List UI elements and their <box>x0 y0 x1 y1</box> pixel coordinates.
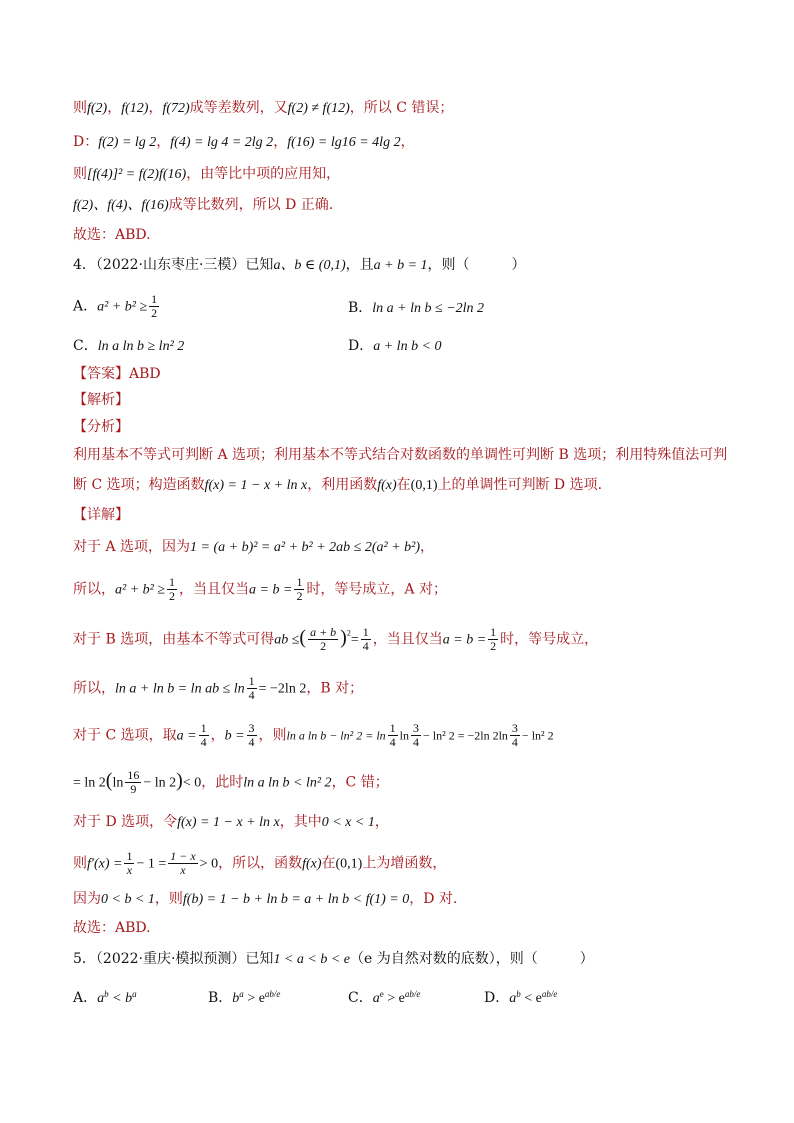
denominator: 2 <box>490 639 497 653</box>
option-label: B． <box>208 990 233 1006</box>
math: = <box>350 632 359 648</box>
fraction <box>247 675 257 702</box>
fraction <box>308 626 338 653</box>
numerator: 3 <box>413 721 420 735</box>
text: ，利用函数 <box>307 477 378 493</box>
math: ln a ln b ≥ ln² 2 <box>97 339 185 354</box>
option-c <box>73 336 184 357</box>
text: ，且 <box>345 257 374 273</box>
math: = −2ln 2 <box>258 681 307 697</box>
math: ln a ln b − ln² 2 = ln <box>286 728 386 743</box>
line-geometric-seq <box>73 195 333 216</box>
numerator: a + b <box>310 625 337 639</box>
text: 所以， <box>73 680 115 697</box>
text: 对于 C 选项，取 <box>73 727 177 744</box>
fraction <box>388 722 398 749</box>
detail-a-line-2 <box>73 576 447 603</box>
exponent: b <box>104 989 109 999</box>
numerator: 1 <box>151 292 158 306</box>
option-label: D． <box>484 990 510 1006</box>
fraction <box>168 850 197 877</box>
exponent: e <box>379 989 384 999</box>
exponent: ab/e <box>264 989 281 999</box>
text: 在 <box>396 477 411 493</box>
math: < 0 <box>182 775 202 791</box>
numerator: 1 − x <box>170 849 196 863</box>
math: − 1 = <box>136 856 167 872</box>
text: 成等差数列，又 <box>189 100 288 116</box>
text: 对于 A 选项，因为 <box>73 539 191 555</box>
paren-close: ) <box>176 769 183 792</box>
option-d <box>348 336 442 357</box>
math: f(16) = lg16 = 4lg 2 <box>287 135 401 150</box>
numerator: 1 <box>296 575 303 589</box>
exponent: ab/e <box>541 989 558 999</box>
math: b = <box>224 728 245 744</box>
math: a = b = <box>249 582 293 598</box>
math: − ln² 2 <box>521 728 554 743</box>
detail-a-line-1 <box>73 537 434 558</box>
math: − ln 2 <box>143 775 177 791</box>
answer: 【答案】ABD <box>73 366 161 382</box>
denominator: 2 <box>169 589 176 603</box>
detail-c-line-2 <box>73 769 389 796</box>
denominator: 2 <box>320 639 327 653</box>
math: 1 < a < b < e <box>273 952 350 967</box>
math: f(2) = lg 2 <box>98 135 157 150</box>
text: 对于 B 选项，由基本不等式可得 <box>73 631 275 648</box>
denominator: 4 <box>362 639 369 653</box>
q5-option-a <box>73 988 137 1009</box>
math: > e <box>383 991 405 1006</box>
line-option-d <box>73 132 415 153</box>
numerator: 1 <box>200 721 207 735</box>
math: f(2) ≠ f(12) <box>287 101 350 116</box>
text: ， <box>273 134 288 150</box>
math: (0,1) <box>335 856 363 872</box>
math: f(2)、f(4)、f(16) <box>73 198 169 213</box>
analysis-line-1: 利用基本不等式可判断 A 选项；利用基本不等式结合对数函数的单调性可判断 B 选项；利用特殊值法可判 <box>73 447 728 463</box>
text: ，当且仅当 <box>372 631 443 648</box>
analysis-line-2 <box>73 475 602 496</box>
numerator: 1 <box>389 721 396 735</box>
fraction <box>125 769 141 796</box>
text: ，则 <box>258 727 287 744</box>
denominator: 2 <box>151 306 158 320</box>
math: 0 < x < 1 <box>321 815 375 830</box>
exponent: b <box>516 989 521 999</box>
math: − ln² 2 = −2ln 2ln <box>423 728 508 743</box>
math: f(x) = 1 − x + ln x <box>204 478 308 493</box>
numerator: 1 <box>490 625 497 639</box>
math: ln <box>112 775 124 791</box>
math: = ln 2 <box>73 775 106 791</box>
option-label: A． <box>73 990 98 1006</box>
text: 断 C 选项；构造函数 <box>73 477 205 493</box>
text: ， <box>107 100 122 116</box>
text: ，所以 C 错误； <box>349 100 454 116</box>
denominator: x <box>126 863 133 877</box>
math: a = <box>176 728 197 744</box>
text: ，由等比中项的应用知， <box>186 166 341 182</box>
question-4-stem <box>73 255 526 276</box>
math: f(12) <box>121 101 149 116</box>
numerator: 16 <box>127 768 140 782</box>
fraction <box>199 722 209 749</box>
denominator: 4 <box>511 735 518 749</box>
fraction <box>510 722 520 749</box>
text: ，则（ ） <box>427 257 526 273</box>
fraction <box>149 293 159 320</box>
text: ，其中 <box>279 814 322 830</box>
option-label: B． <box>348 300 373 316</box>
fraction <box>167 576 177 603</box>
math: [f(4)]² = f(2)f(16) <box>87 167 187 182</box>
text: 在 <box>321 855 336 872</box>
denominator: 4 <box>248 688 255 702</box>
fraction <box>294 576 304 603</box>
text: 所以， <box>73 581 115 598</box>
option-a <box>73 293 161 320</box>
option-label: A． <box>73 298 98 315</box>
math: > e <box>243 991 265 1006</box>
exponent: 2 <box>346 628 351 638</box>
math: ln a + ln b = ln ab ≤ ln <box>115 681 245 697</box>
fraction <box>411 722 421 749</box>
text: 上为增函数， <box>362 855 447 872</box>
paren-open: ( <box>299 626 307 649</box>
numerator: 1 <box>362 625 369 639</box>
math: f′(x) = <box>87 856 123 872</box>
text: ， <box>210 727 225 744</box>
numerator: 3 <box>248 721 255 735</box>
numerator: 1 <box>126 849 133 863</box>
exponent: a <box>132 989 137 999</box>
line-geometric-mean <box>73 164 340 185</box>
exponent: a <box>239 989 244 999</box>
detail-d-line-1 <box>73 812 389 833</box>
denominator: 4 <box>200 735 207 749</box>
analysis-heading: 【解析】 <box>73 392 129 408</box>
math: b <box>232 991 240 1006</box>
denominator: 4 <box>389 735 396 749</box>
denominator: 4 <box>248 735 255 749</box>
math: a <box>372 991 380 1006</box>
text: ，则 <box>154 891 183 907</box>
math: (0,1) <box>410 478 438 493</box>
option-label: C． <box>348 990 373 1006</box>
option-b <box>348 298 484 319</box>
numerator: 1 <box>248 674 255 688</box>
math: a、b ∈ (0,1) <box>273 258 346 273</box>
text: ，B 对； <box>306 680 364 697</box>
conclusion: 故选：ABD. <box>73 920 151 936</box>
math: 1 = (a + b)² = a² + b² + 2ab ≤ 2(a² + b²) <box>190 540 421 555</box>
detail-c-line-1 <box>73 722 554 749</box>
math: a² + b² ≥ <box>115 582 166 598</box>
text: ， <box>420 539 435 555</box>
paren-close: ) <box>340 626 347 649</box>
option-label: D． <box>348 338 374 354</box>
math: 0 < b < 1 <box>101 892 155 907</box>
math: f(2) <box>87 101 108 116</box>
detail-b-line-1 <box>73 626 598 653</box>
q5-option-b <box>208 988 280 1009</box>
math: f(x) <box>377 478 397 493</box>
math: a + b = 1 <box>373 258 428 273</box>
text: ， <box>156 134 171 150</box>
text: ，此时 <box>201 774 244 791</box>
math: a <box>97 991 105 1006</box>
math: < e <box>520 991 542 1006</box>
math: f(b) = 1 − b + ln b = a + ln b < f(1) = 0 <box>182 892 410 907</box>
math: f(x) <box>302 856 322 872</box>
math: a <box>509 991 517 1006</box>
text: ， <box>374 814 389 830</box>
detail-d-line-3 <box>73 889 457 910</box>
text: 时，等号成立， <box>500 631 599 648</box>
text: 时，等号成立，A 对； <box>306 581 447 598</box>
numerator: 1 <box>169 575 176 589</box>
math: < b <box>108 991 133 1006</box>
fenxi-heading: 【分析】 <box>73 419 129 435</box>
math: a² + b² ≥ <box>97 299 148 315</box>
text: 则 <box>73 855 87 872</box>
math: f(x) = 1 − x + ln x <box>177 815 280 830</box>
text: ，所以，函数 <box>218 855 303 872</box>
math: f(4) = lg 4 = 2lg 2 <box>170 135 274 150</box>
math: a = b = <box>442 632 487 648</box>
line-equal-diff <box>73 98 453 119</box>
denominator: x <box>180 863 186 877</box>
detail-heading: 【详解】 <box>73 507 129 523</box>
fraction <box>488 626 498 653</box>
denominator: 9 <box>130 782 137 796</box>
math: ln <box>399 728 410 743</box>
text: ， <box>148 100 163 116</box>
text: ， <box>400 134 415 150</box>
math: ln a ln b < ln² 2 <box>243 775 332 791</box>
text: ，当且仅当 <box>179 581 250 598</box>
option-label: C． <box>73 338 98 354</box>
denominator: 2 <box>296 589 303 603</box>
text: 则 <box>73 100 87 116</box>
denominator: 4 <box>413 735 420 749</box>
question-5-stem <box>73 949 594 970</box>
text: ，D 对. <box>409 891 458 907</box>
text: （e 为自然对数的底数），则（ ） <box>350 951 594 967</box>
math: > 0 <box>199 856 219 872</box>
text: 对于 D 选项，令 <box>73 814 178 830</box>
fraction <box>361 626 371 653</box>
text: 成等比数列，所以 D 正确. <box>168 197 334 213</box>
q5-option-d <box>484 988 557 1009</box>
text: 4．（2022·山东枣庄·三模）已知 <box>73 257 274 273</box>
math: ln a + ln b ≤ −2ln 2 <box>372 301 485 316</box>
math: f(72) <box>162 101 190 116</box>
q5-option-c <box>348 988 420 1009</box>
text: D： <box>73 134 99 150</box>
text: 因为 <box>73 891 101 907</box>
fraction <box>247 722 257 749</box>
line-choose: 故选：ABD. <box>73 227 151 243</box>
fraction <box>124 850 134 877</box>
text: 上的单调性可判断 D 选项. <box>437 477 603 493</box>
numerator: 3 <box>511 721 518 735</box>
detail-d-line-2 <box>73 850 446 877</box>
math: ab ≤ <box>274 632 300 648</box>
paren-open: ( <box>105 769 113 792</box>
text: ，C 错； <box>331 774 389 791</box>
detail-b-line-2 <box>73 675 363 702</box>
math: a + ln b < 0 <box>373 339 442 354</box>
text: 5．（2022·重庆·模拟预测）已知 <box>73 951 274 967</box>
exponent: ab/e <box>404 989 421 999</box>
text: 则 <box>73 166 87 182</box>
